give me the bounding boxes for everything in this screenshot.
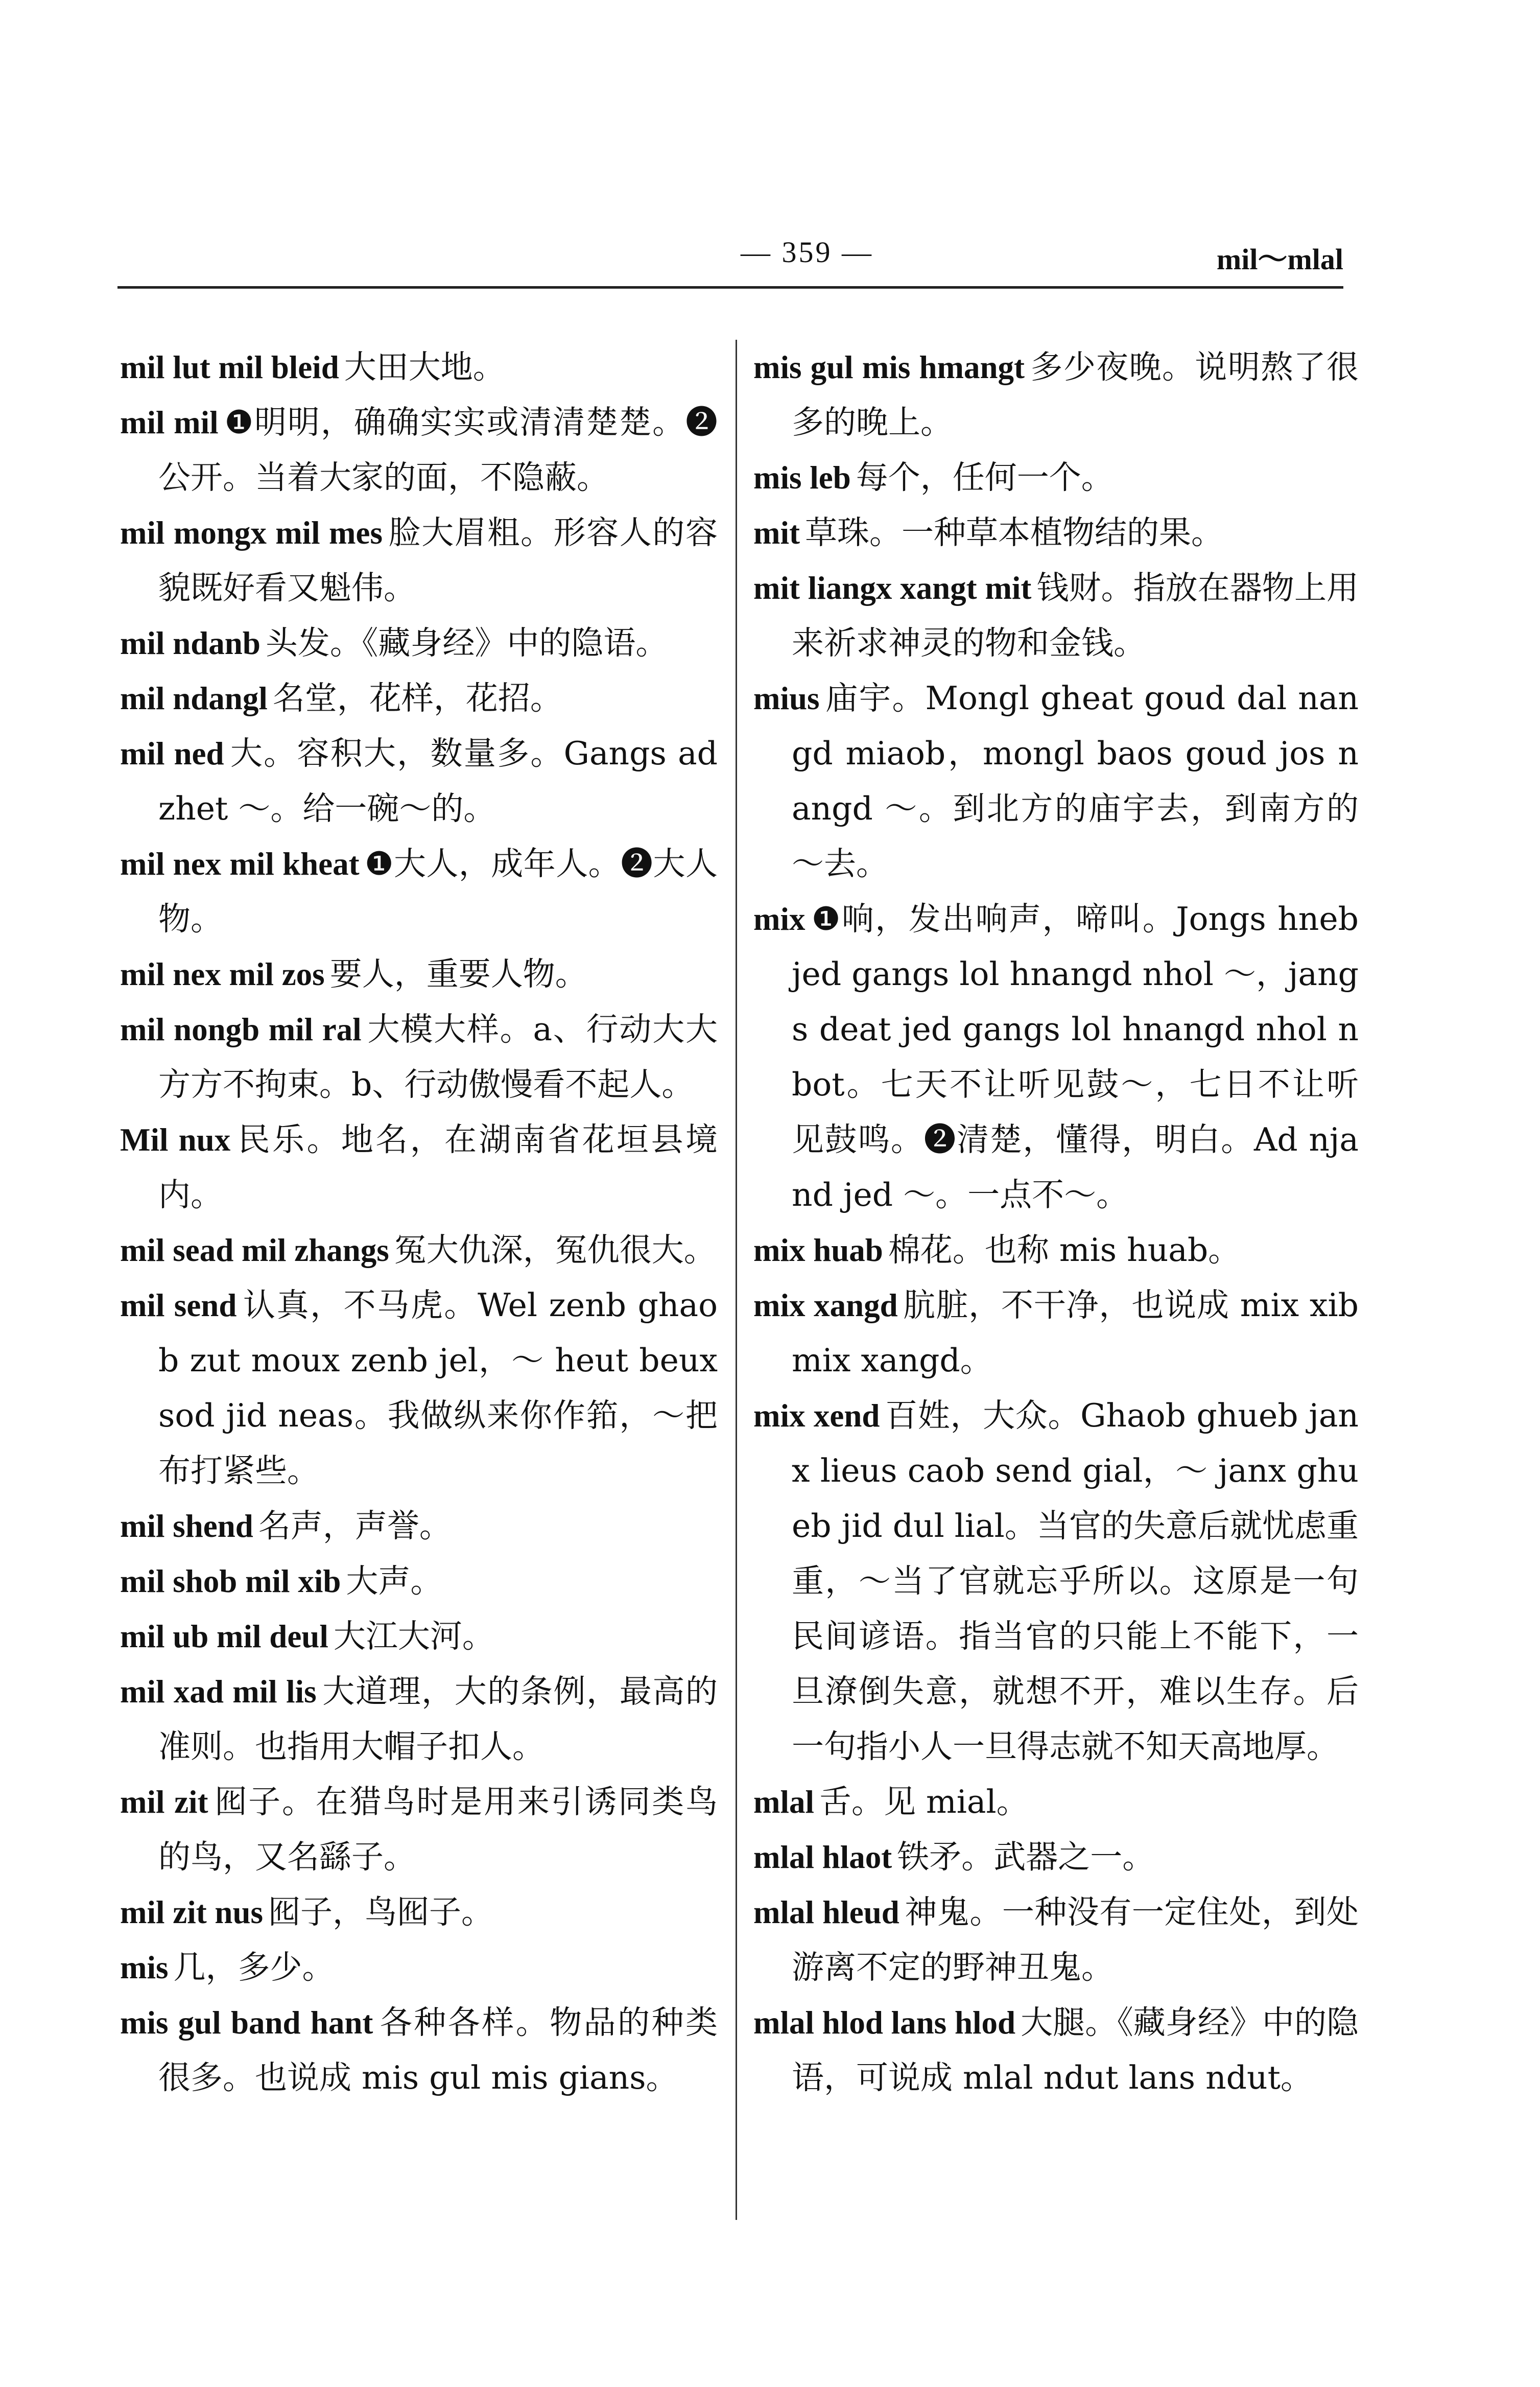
left-column xyxy=(120,340,718,2230)
definition: ❶大人，成年人。❷大人物。 xyxy=(158,845,718,938)
definition: 认真，不马虎。Wel zenb ghaob zut moux zenb jel，～ heut beux sod jid neas。我做纵来你作筘，～把布打紧些。 xyxy=(158,1286,718,1489)
dictionary-entry xyxy=(753,1223,1359,1278)
definition: 大田大地。 xyxy=(344,348,505,386)
headword: mil nex mil zos xyxy=(120,956,325,992)
dictionary-entry xyxy=(120,1664,718,1774)
headword: mlal hleud xyxy=(753,1894,899,1930)
headword: mil xad mil lis xyxy=(120,1674,317,1710)
definition: 大江大河。 xyxy=(333,1618,494,1655)
definition: 大。容积大，数量多。Gangs ad zhet ～。给一碗～的。 xyxy=(158,735,718,827)
definition: ❶响，发出响声，啼叫。Jongs hneb jed gangs lol hnangd nhol ～，jangs deat jed gangs lol hnangd nhol nbot。七天不让听见鼓～，七日不让听见鼓鸣。❷清楚，懂得，明白。Ad njand jed ～。一点不～。 xyxy=(792,900,1359,1213)
header-rule xyxy=(117,286,1343,289)
dictionary-entry xyxy=(120,1995,718,2105)
definition: 百姓，大众。Ghaob ghueb janx lieus caob send gial，～ janx ghueb jid dul lial。当官的失意后就忧虑重重，～当了官就忘乎所以。这原是一句民间谚语。指当官的只能上不能下，一旦潦倒失意，就想不开，难以生存。后一句指小人一旦得志就不知天高地厚。 xyxy=(792,1397,1359,1765)
dictionary-entry xyxy=(753,1885,1359,1995)
headword: mix huab xyxy=(753,1232,883,1268)
definition: 舌。见 mial。 xyxy=(819,1783,1029,1820)
definition: 神鬼。一种没有一定住处，到处游离不定的野神丑鬼。 xyxy=(792,1893,1359,1986)
dictionary-entry xyxy=(753,1774,1359,1830)
definition: 冤大仇深，冤仇很大。 xyxy=(394,1231,716,1269)
definition: 囮子，鸟囮子。 xyxy=(268,1893,494,1931)
column-divider xyxy=(736,340,737,2220)
dictionary-entry xyxy=(753,340,1359,450)
headword: mis gul mis hmangt xyxy=(753,349,1025,385)
dictionary-entry xyxy=(120,1002,718,1112)
dictionary-entry xyxy=(120,340,718,395)
dictionary-entry xyxy=(120,1940,718,1995)
dictionary-entry xyxy=(120,1499,718,1554)
headword: mlal hlod lans hlod xyxy=(753,2005,1016,2041)
headword: mis gul band hant xyxy=(120,2005,373,2041)
definition: 铁矛。武器之一。 xyxy=(897,1838,1155,1876)
headword: mix xend xyxy=(753,1398,880,1434)
headword: mil zit xyxy=(120,1784,208,1820)
definition: 肮脏，不干净，也说成 mix xib mix xangd。 xyxy=(792,1286,1359,1379)
definition: 大腿。《藏身经》中的隐语，可说成 mlal ndut lans ndut。 xyxy=(792,2004,1359,2096)
headword: mius xyxy=(753,681,820,716)
definition: 钱财。指放在器物上用来祈求神灵的物和金钱。 xyxy=(792,569,1359,662)
dictionary-entry xyxy=(120,947,718,1002)
definition: 棉花。也称 mis huab。 xyxy=(888,1231,1241,1269)
headword: mil sead mil zhangs xyxy=(120,1232,389,1268)
dictionary-entry xyxy=(120,1223,718,1278)
definition: 多少夜晚。说明熬了很多的晚上。 xyxy=(792,348,1359,441)
definition: 各种各样。物品的种类很多。也说成 mis gul mis gians。 xyxy=(158,2004,718,2096)
dictionary-entry xyxy=(120,1554,718,1609)
headword: mix xyxy=(753,901,805,937)
definition: 民乐。地名，在湖南省花垣县境内。 xyxy=(158,1121,718,1213)
dictionary-entry xyxy=(120,1112,718,1223)
dictionary-entry xyxy=(753,1995,1359,2105)
guide-words: mil～mlal xyxy=(1216,243,1343,276)
definition: 头发。《藏身经》中的隐语。 xyxy=(265,624,668,662)
definition: 名声，声誉。 xyxy=(258,1507,452,1544)
dictionary-entry xyxy=(120,505,718,616)
headword: mit liangx xangt mit xyxy=(753,570,1032,606)
page-number: — 359 — xyxy=(741,236,873,269)
headword: mil shob mil xib xyxy=(120,1563,341,1599)
dictionary-entry xyxy=(753,1278,1359,1388)
definition: 要人，重要人物。 xyxy=(329,955,587,993)
headword: mil nongb mil ral xyxy=(120,1012,362,1047)
definition: 每个，任何一个。 xyxy=(856,459,1113,496)
headword: mil send xyxy=(120,1288,237,1323)
dictionary-entry xyxy=(120,671,718,726)
dictionary-entry xyxy=(120,1278,718,1499)
headword: mit xyxy=(753,515,800,551)
dictionary-entry xyxy=(753,892,1359,1223)
dictionary-entry xyxy=(120,836,718,947)
dictionary-entry xyxy=(753,560,1359,671)
headword: mil mil xyxy=(120,405,219,440)
headword: mil zit nus xyxy=(120,1894,264,1930)
dictionary-entry xyxy=(120,726,718,836)
right-column xyxy=(753,340,1359,2230)
definition: 几，多少。 xyxy=(173,1949,335,1986)
dictionary-entry xyxy=(120,616,718,671)
definition: 名堂，花样，花招。 xyxy=(272,680,562,717)
headword: mlal hlaot xyxy=(753,1839,892,1875)
headword: mis leb xyxy=(753,460,851,496)
headword: mil mongx mil mes xyxy=(120,515,383,551)
headword: mil shend xyxy=(120,1508,253,1544)
headword: mil lut mil bleid xyxy=(120,349,339,385)
dictionary-entry xyxy=(120,1885,718,1940)
dictionary-entry xyxy=(753,671,1359,892)
definition: 囮子。在猎鸟时是用来引诱同类鸟的鸟，又名繇子。 xyxy=(158,1783,718,1876)
headword: mix xangd xyxy=(753,1288,898,1323)
dictionary-entry xyxy=(120,1609,718,1664)
page-header xyxy=(117,225,1343,307)
headword: mil ned xyxy=(120,736,224,771)
definition: 大声。 xyxy=(346,1562,443,1600)
headword: mil nex mil kheat xyxy=(120,846,360,882)
dictionary-entry xyxy=(753,505,1359,560)
headword: mis xyxy=(120,1950,169,1985)
headword: Mil nux xyxy=(120,1122,231,1158)
definition: ❶明明，确确实实或清清楚楚。❷公开。当着大家的面，不隐蔽。 xyxy=(158,404,718,496)
definition: 大模大样。a、行动大大方方不拘束。b、行动傲慢看不起人。 xyxy=(158,1011,718,1103)
definition: 草珠。一种草本植物结的果。 xyxy=(804,514,1223,551)
definition: 大道理，大的条例，最高的准则。也指用大帽子扣人。 xyxy=(158,1673,718,1765)
definition: 庙宇。Mongl gheat goud dal nangd miaob，mongl baos goud jos nangd ～。到北方的庙宇去，到南方的～去。 xyxy=(792,680,1359,882)
definition: 脸大眉粗。形容人的容貌既好看又魁伟。 xyxy=(158,514,718,606)
dictionary-entry xyxy=(120,1774,718,1885)
dictionary-entry xyxy=(120,395,718,505)
headword: mil ndanb xyxy=(120,625,260,661)
headword: mil ub mil deul xyxy=(120,1619,328,1654)
headword: mlal xyxy=(753,1784,814,1820)
dictionary-entry xyxy=(753,1830,1359,1885)
dictionary-entry xyxy=(753,1388,1359,1774)
headword: mil ndangl xyxy=(120,681,268,716)
dictionary-entry xyxy=(753,450,1359,505)
